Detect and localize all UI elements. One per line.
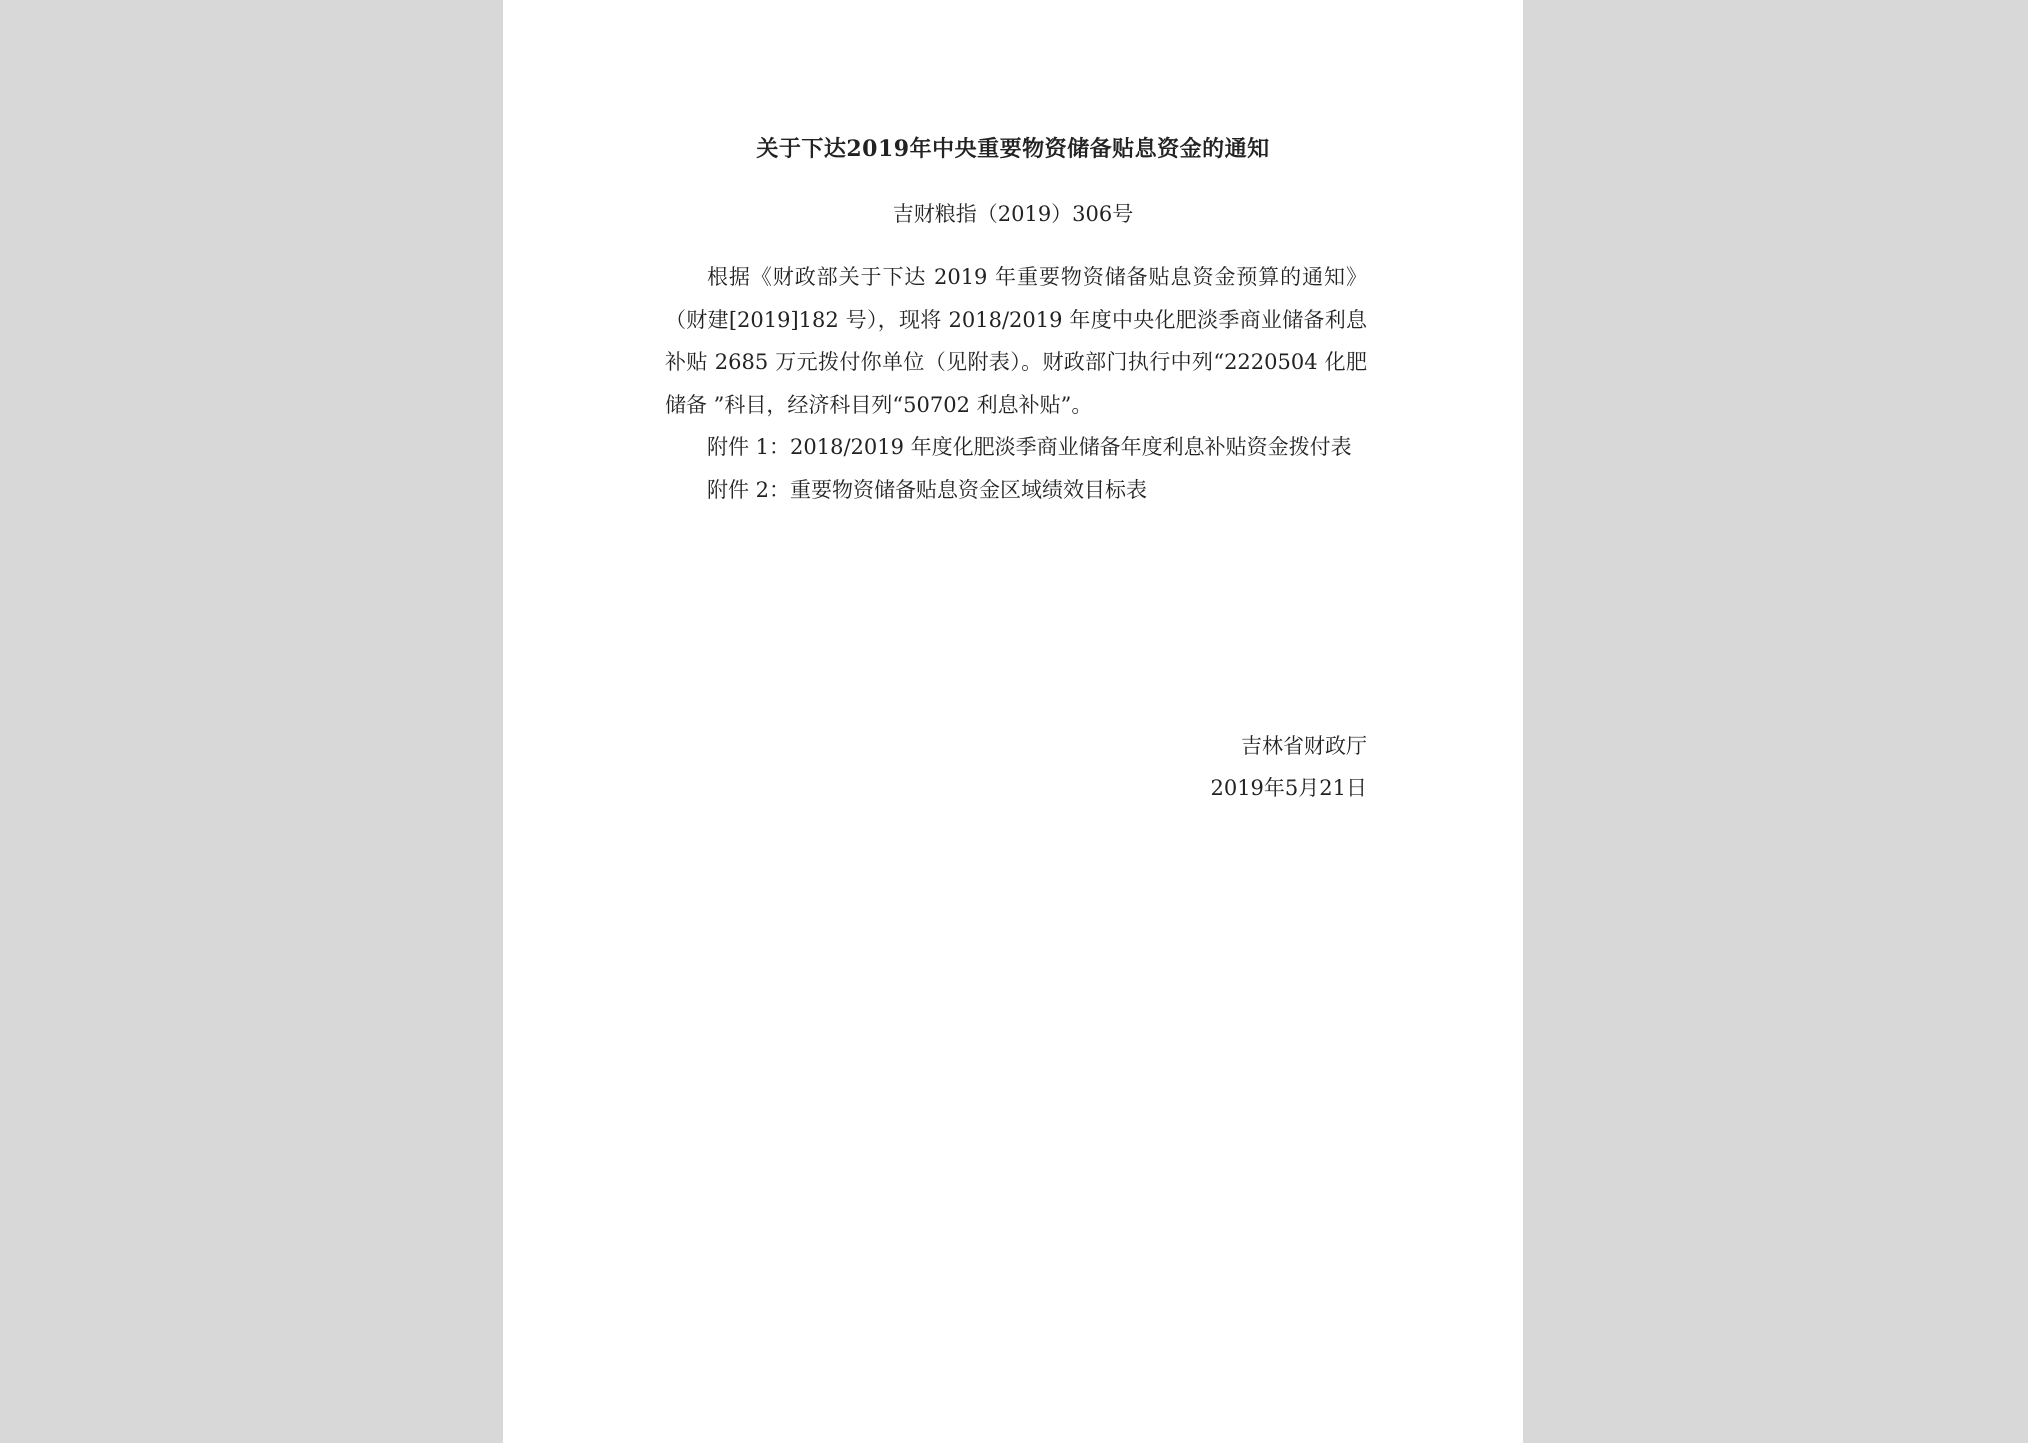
issue-date: 2019年5月21日 xyxy=(1210,776,1367,800)
issuer-name: 吉林省财政厅 xyxy=(1241,734,1367,758)
document-body xyxy=(665,256,1367,511)
document-number: 吉财粮指（2019）306号 xyxy=(892,202,1134,226)
document-title: 关于下达2019年中央重要物资储备贴息资金的通知 xyxy=(756,136,1270,162)
attachment-2: 附件 2：重要物资储备贴息资金区域绩效目标表 xyxy=(707,477,1148,502)
signature-block xyxy=(1210,725,1367,809)
attachment-1: 附件 1：2018/2019 年度化肥淡季商业储备年度利息补贴资金拨付表 xyxy=(707,435,1352,459)
body-paragraph: 根据《财政部关于下达 2019 年重要物资储备贴息资金预算的通知》（财建[2019]182 号），现将 2018/2019 年度中央化肥淡季商业储备利息补贴 2685 万元拨付你单位（见附表）。财政部门执行中列“2220504 化肥储备 ”科目，经济科目列“50702 利息补贴”。 xyxy=(665,265,1367,417)
document-page xyxy=(503,0,1523,1443)
